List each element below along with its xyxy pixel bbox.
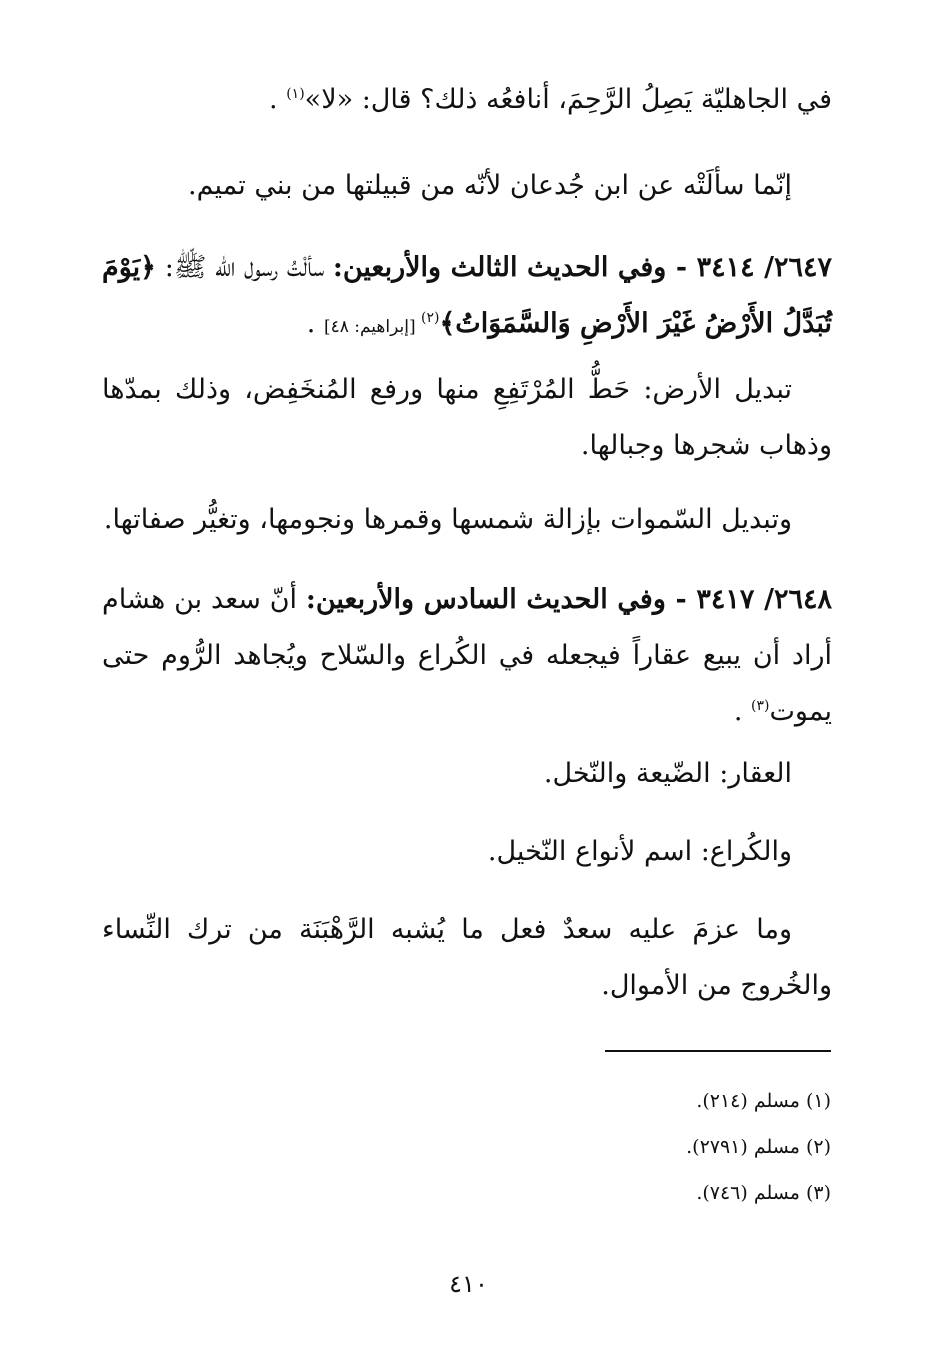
footnotes bbox=[331, 1078, 831, 1216]
paragraph-8 bbox=[102, 824, 832, 880]
paragraph-5-text: وتبديل السّموات بإزالة شمسها وقمرها ونجومها، وتغيُّر صفاتها. bbox=[103, 504, 792, 535]
page-number: ٤١٠ bbox=[449, 1270, 488, 1298]
footnote-ref-3: (٣) bbox=[751, 698, 770, 714]
hadith-2647-number: ٢٦٤٧/ ٣٤١٤ bbox=[696, 252, 832, 283]
footnote-1: (١) مسلم (٢١٤). bbox=[696, 1090, 831, 1112]
hadith-2648-text: أنّ سعد بن هشام أراد أن يبيع عقاراً فيجعله في الكُراع والسّلاح ويُجاهد الرُّوم حتى يموت bbox=[102, 584, 832, 727]
paragraph-1-end: . bbox=[269, 84, 287, 115]
paragraph-1 bbox=[102, 72, 832, 128]
hadith-2648-end: . bbox=[733, 696, 752, 727]
footnote-ref-2: (٢) bbox=[421, 310, 440, 326]
hadith-2647-end: . bbox=[306, 308, 324, 339]
quran-verse: ﴿يَوْمَ تُبَدَّلُ الأَرْضُ غَيْرَ الأَرْضِ وَالسَّمَوَاتُ﴾ bbox=[102, 252, 832, 339]
paragraph-1-text: في الجاهليّة يَصِلُ الرَّحِمَ، أنافعُه ذلك؟ قال: «لا» bbox=[304, 84, 832, 115]
hadith-2647-heading: - وفي الحديث الثالث والأربعين: bbox=[332, 252, 697, 283]
paragraph-4-text: تبديل الأرض: حَطُّ المُرْتَفِعِ منها ورفع المُنخَفِض، وذلك بمدّها وذهاب شجرها وجبالها. bbox=[102, 374, 832, 461]
verse-reference: [إبراهيم: ٤٨] bbox=[323, 317, 421, 337]
footnote-2: (٢) مسلم (٢٧٩١). bbox=[686, 1136, 831, 1158]
paragraph-2 bbox=[102, 158, 832, 214]
hadith-2647 bbox=[102, 240, 832, 355]
paragraph-8-text: والكُراع: اسم لأنواع النّخيل. bbox=[487, 836, 792, 867]
paragraph-2-text: إنّما سألَتْه عن ابن جُدعان لأنّه من قبيلتها من بني تميم. bbox=[187, 170, 792, 201]
paragraph-9-text: وما عزمَ عليه سعدٌ فعل ما يُشبه الرَّهْبَنَة من ترك النِّساء والخُروج من الأموال. bbox=[102, 914, 832, 1001]
paragraph-5 bbox=[102, 492, 832, 548]
hadith-2648 bbox=[102, 572, 832, 740]
paragraph-9 bbox=[102, 902, 832, 1014]
hadith-2647-text: سألْتُ رسول الله ﷺ: bbox=[164, 252, 333, 283]
paragraph-4 bbox=[102, 362, 832, 474]
paragraph-7-text: العقار: الضّيعة والنّخل. bbox=[543, 758, 792, 789]
footnote-3: (٣) مسلم (٧٤٦). bbox=[696, 1182, 831, 1204]
footnote-separator bbox=[605, 1050, 831, 1052]
hadith-2648-heading: - وفي الحديث السادس والأربعين: bbox=[305, 584, 697, 615]
hadith-2648-number: ٢٦٤٨/ ٣٤١٧ bbox=[696, 584, 832, 615]
paragraph-7 bbox=[102, 746, 832, 802]
footnote-ref-1: (١) bbox=[286, 86, 305, 102]
